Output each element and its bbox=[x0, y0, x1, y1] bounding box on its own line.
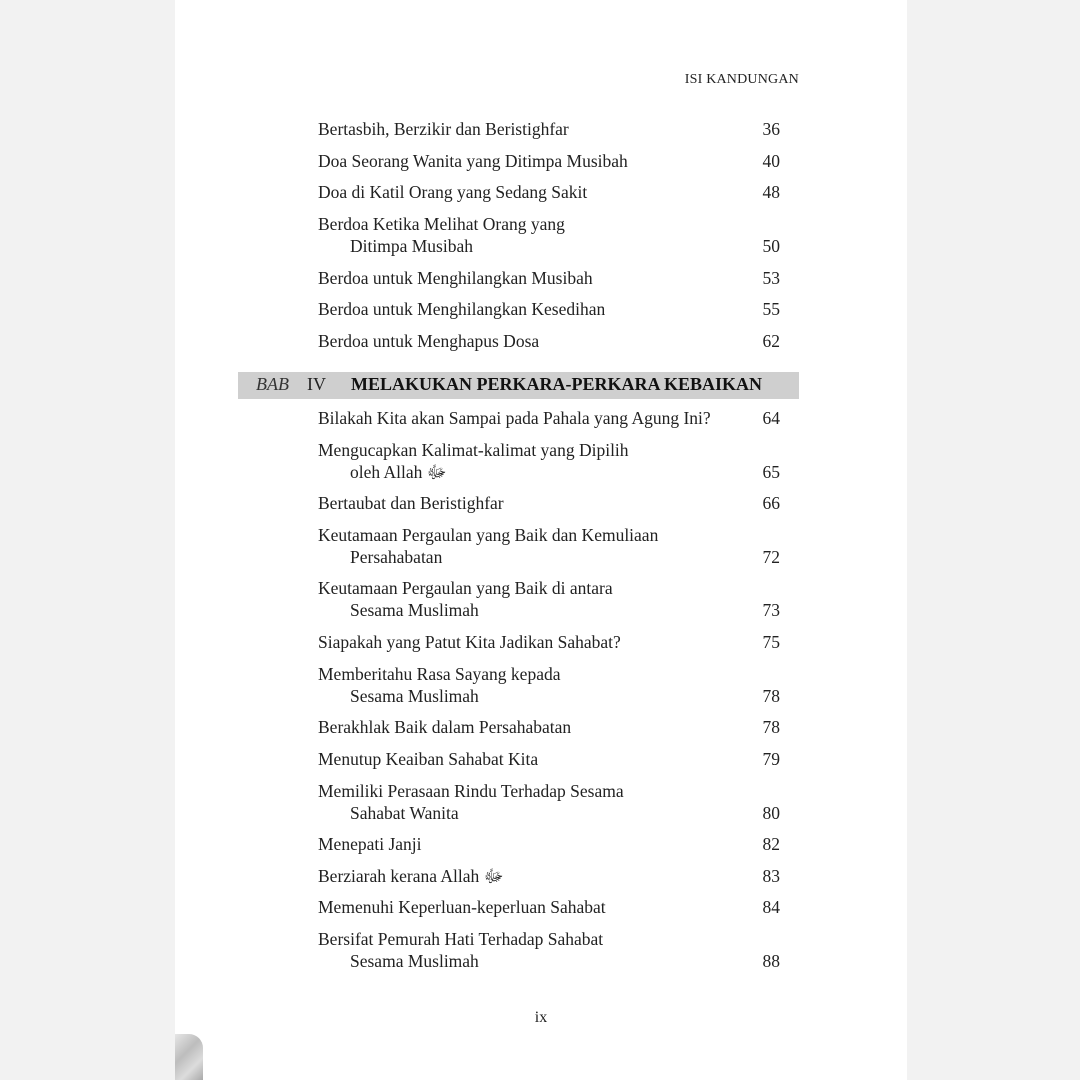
toc-entry-title-continued: Sesama Muslimah bbox=[350, 600, 479, 621]
chapter-title: MELAKUKAN PERKARA-PERKARA KEBAIKAN bbox=[351, 374, 763, 394]
toc-entry-title: Keutamaan Pergaulan yang Baik dan Kemuliaan bbox=[318, 524, 659, 545]
toc-entry bbox=[318, 298, 780, 320]
toc-entry-title-continued: Sesama Muslimah bbox=[350, 685, 479, 706]
book-page bbox=[175, 0, 907, 1080]
toc-entry-title: Keutamaan Pergaulan yang Baik di antara bbox=[318, 578, 613, 599]
toc-entry-title: Berziarah kerana Allah ﷻ bbox=[318, 865, 504, 886]
toc-entry bbox=[318, 492, 780, 514]
toc-entry-title: Bertasbih, Berzikir dan Beristighfar bbox=[318, 119, 569, 139]
toc-entry bbox=[318, 439, 780, 483]
chapter-number: IV bbox=[307, 374, 326, 394]
toc-entry bbox=[318, 896, 780, 918]
toc-entry bbox=[318, 663, 780, 707]
toc-entry-page: 79 bbox=[762, 748, 780, 769]
toc-entry-page: 78 bbox=[762, 685, 780, 706]
toc-entry-page: 84 bbox=[762, 897, 780, 918]
toc-entry-title: Doa Seorang Wanita yang Ditimpa Musibah bbox=[318, 150, 628, 171]
toc-entry-title-continued: Persahabatan bbox=[350, 546, 443, 567]
decorative-corner-image bbox=[175, 1034, 203, 1080]
toc-entry-page: 53 bbox=[762, 267, 780, 288]
toc-entry-title-continued: Sahabat Wanita bbox=[350, 802, 459, 823]
toc-entry-title: Berdoa untuk Menghilangkan Kesedihan bbox=[318, 299, 606, 320]
toc-entry-page: 64 bbox=[762, 408, 780, 428]
toc-entry bbox=[318, 407, 780, 429]
toc-entry-page: 75 bbox=[762, 631, 780, 652]
toc-entry bbox=[318, 631, 780, 653]
chapter-heading bbox=[238, 372, 799, 399]
toc-entry-title: Mengucapkan Kalimat-kalimat yang Dipilih bbox=[318, 439, 629, 460]
toc-entry-page: 80 bbox=[762, 802, 780, 823]
toc-entry-title: Menutup Keaiban Sahabat Kita bbox=[318, 748, 539, 769]
toc-entry bbox=[318, 780, 780, 824]
toc-entry-title-continued: Sesama Muslimah bbox=[350, 951, 479, 972]
toc-entry-title: Siapakah yang Patut Kita Jadikan Sahabat? bbox=[318, 631, 621, 652]
running-head: ISI KANDUNGAN bbox=[684, 72, 799, 87]
toc-entry-title: Memenuhi Keperluan-keperluan Sahabat bbox=[318, 897, 606, 918]
toc-entry-page: 88 bbox=[762, 951, 780, 972]
toc-entry-title: Bilakah Kita akan Sampai pada Pahala yang Agung Ini? bbox=[318, 408, 711, 428]
toc-entry-page: 83 bbox=[762, 865, 780, 886]
toc-entry bbox=[318, 181, 780, 203]
toc-entry-title: Memberitahu Rasa Sayang kepada bbox=[318, 663, 561, 684]
toc-entry-page: 55 bbox=[762, 299, 780, 320]
toc-entry bbox=[318, 577, 780, 621]
chapter-label: BAB bbox=[256, 374, 289, 394]
toc-entry-page: 72 bbox=[762, 546, 780, 567]
toc-entry bbox=[318, 716, 780, 738]
toc-entry-page: 36 bbox=[762, 119, 780, 139]
toc-entry bbox=[318, 524, 780, 568]
toc-entry-title: Bertaubat dan Beristighfar bbox=[318, 493, 504, 514]
toc-entry bbox=[318, 213, 780, 257]
toc-entry-title: Bersifat Pemurah Hati Terhadap Sahabat bbox=[318, 929, 604, 950]
toc-entry bbox=[318, 748, 780, 770]
toc-entry bbox=[318, 833, 780, 855]
toc-entry-page: 40 bbox=[762, 150, 780, 171]
toc-entry-title: Doa di Katil Orang yang Sedang Sakit bbox=[318, 182, 588, 203]
toc-entry-page: 50 bbox=[762, 236, 780, 257]
toc-entry-title: Memiliki Perasaan Rindu Terhadap Sesama bbox=[318, 780, 624, 801]
toc-entry-page: 66 bbox=[762, 493, 780, 514]
toc-entry bbox=[318, 150, 780, 172]
toc-entry-page: 48 bbox=[762, 182, 780, 203]
toc-entry-page: 65 bbox=[762, 461, 780, 482]
toc-entry-page: 73 bbox=[762, 600, 780, 621]
page-number: ix bbox=[534, 1009, 548, 1026]
toc-entry-title: Berdoa Ketika Melihat Orang yang bbox=[318, 214, 565, 235]
toc-entry bbox=[318, 330, 780, 352]
toc-entry bbox=[318, 118, 780, 140]
toc-entry-title-continued: oleh Allah ﷻ bbox=[350, 461, 447, 482]
toc-entry bbox=[318, 865, 780, 887]
toc-entry bbox=[318, 267, 780, 289]
toc-entry-page: 62 bbox=[762, 331, 780, 351]
toc-entry-page: 82 bbox=[762, 834, 780, 854]
toc-entry-title: Berdoa untuk Menghilangkan Musibah bbox=[318, 267, 593, 288]
toc-entry-title-continued: Ditimpa Musibah bbox=[350, 236, 473, 257]
toc-entry bbox=[318, 928, 780, 972]
toc-entry-page: 78 bbox=[762, 717, 780, 738]
toc-entry-title: Menepati Janji bbox=[318, 834, 422, 854]
toc-entry-title: Berakhlak Baik dalam Persahabatan bbox=[318, 717, 572, 738]
toc-entry-title: Berdoa untuk Menghapus Dosa bbox=[318, 331, 540, 351]
